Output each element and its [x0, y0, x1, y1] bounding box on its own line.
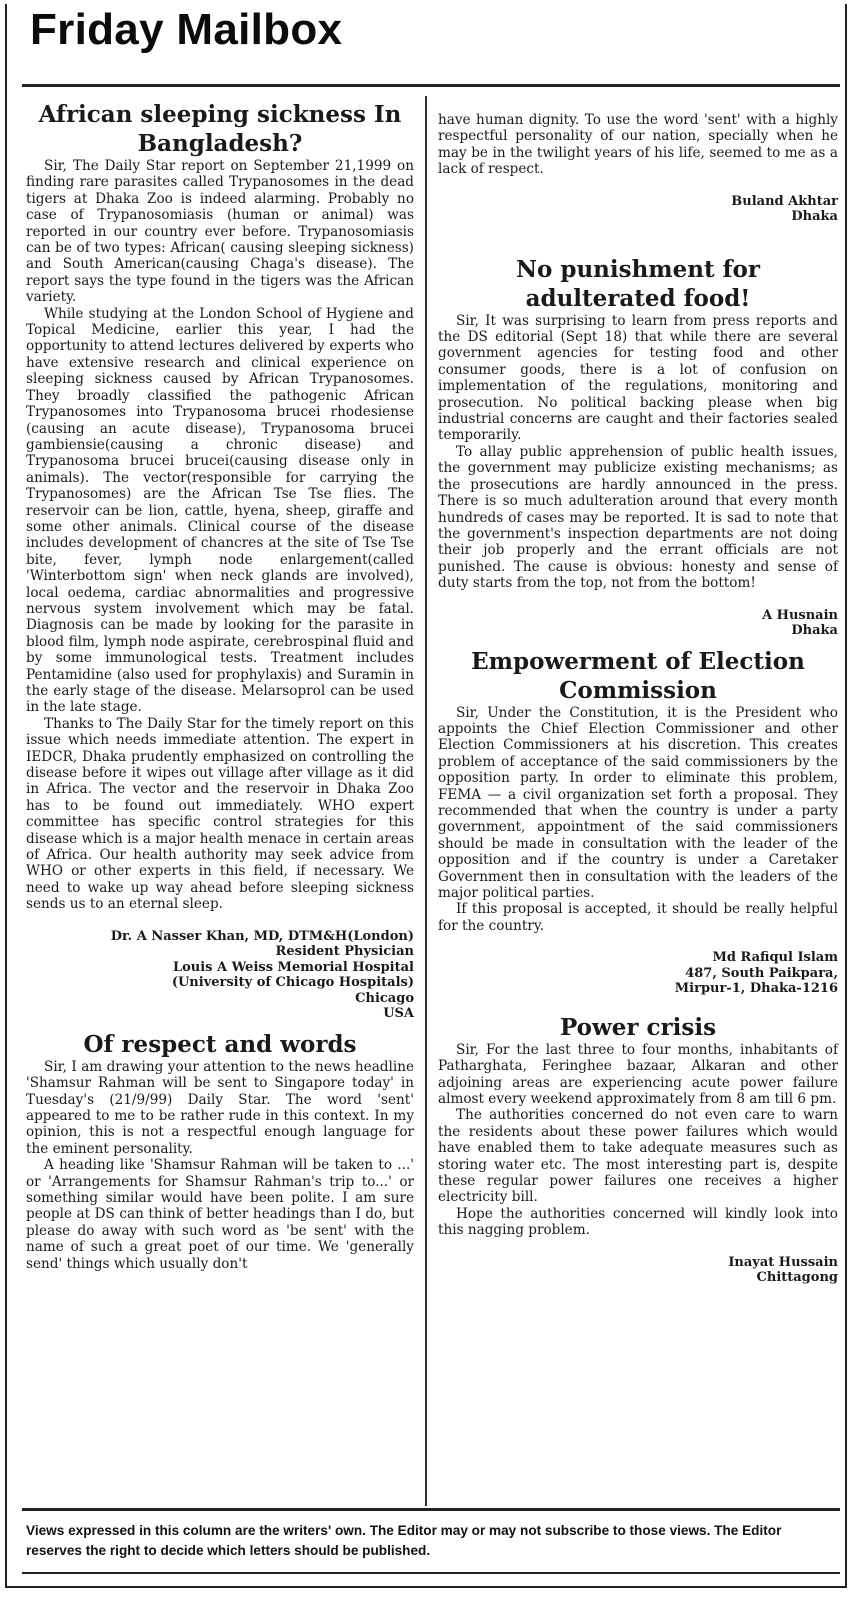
- signature-line: Resident Physician: [275, 944, 414, 960]
- letter-empowerment-election-commission: [438, 647, 838, 997]
- letter-headline: Empowerment of Election Commission: [471, 647, 805, 704]
- left-column: [26, 100, 414, 1272]
- column-divider: [425, 96, 427, 1506]
- signature-line: Chicago: [355, 990, 414, 1006]
- letter-headline: No punishment for adulterated food!: [516, 255, 760, 312]
- letter-signature: [438, 1255, 838, 1286]
- signature-line: Louis A Weiss Memorial Hospital: [172, 959, 414, 975]
- letter-paragraph: The authorities concerned do not even care to warn the residents about these power failures which would have enabled them to take adequate measures such as storing water etc. The most interesting part is, despite these regular power failures one receives a higher electricity bill.: [438, 1107, 838, 1206]
- footer-rule: [22, 1572, 840, 1574]
- letter-paragraph: To allay public apprehension of public health issues, the government may publicize existing mechanisms; as the prosecutions are hardly announced in the press. There is so much adulteration around that every month hundreds of cases may be reported. It is sad to note that the government's inspection departments are not doing their job properly and the errant officials are not punished. The cause is obvious: honesty and sense of duty starts from the top, not from the bottom!: [438, 443, 838, 592]
- masthead-rule: [22, 84, 840, 87]
- letter-paragraph: Sir, It was surprising to learn from press reports and the DS editorial (Sept 18) that while there are several government agencies for testing food and other consumer goods, there is a lot of confusion on implementation of the regulations, monitoring and prosecution. No political backing please when big industrial concerns are caught and their factories sealed temporarily.: [438, 312, 838, 444]
- letter-african-sleeping-sickness: [26, 100, 414, 1022]
- signature-line: Buland Akhtar: [731, 193, 838, 209]
- signature-line: Md Rafiqul Islam: [712, 950, 838, 966]
- letter-signature: [26, 929, 414, 1022]
- page-frame-bottom: [5, 1586, 847, 1588]
- editorial-disclaimer: [22, 1508, 840, 1561]
- signature-line: Inayat Hussain: [728, 1254, 838, 1270]
- disclaimer-text: Views expressed in this column are the writers' own. The Editor may or may not subscribe to those views. The Editor reserves the right to decide which letters should be published.: [26, 1523, 782, 1558]
- letter-paragraph: If this proposal is accepted, it should be really helpful for the country.: [438, 901, 838, 934]
- letter-paragraph: Sir, Under the Constitution, it is the President who appoints the Chief Election Commissioner and other Election Commissioners at his discretion. This creates problem of acceptance of the said commissioners by the opposition party. In order to eliminate this problem, FEMA — a civil organization set forth a proposal. They recommended that when the country is under a party government, appointment of the said commissioners should be made in consultation with the leader of the opposition and if the country is under a Caretaker Government then in consultation with the leaders of the major political parties.: [438, 704, 838, 901]
- signature-line: (University of Chicago Hospitals): [171, 975, 414, 991]
- letter-of-respect-and-words: [26, 1030, 414, 1272]
- letter-headline: Of respect and words: [83, 1030, 357, 1058]
- right-column: [438, 112, 838, 1286]
- letter-paragraph: Thanks to The Daily Star for the timely report on this issue which needs immediate attention. The expert in IEDCR, Dhaka prudently emphasized on controlling the disease before it wipes out village after village as it did in Africa. The vector and the reservoir in Dhaka Zoo has to be found out immediately. WHO expert committee has specific control strategies for this disease which is a major health menace in certain areas of Africa. Our health authority may seek advice from WHO or other experts in this field, if necessary. We need to wake up way ahead before sleeping sickness sends us to an eternal sleep.: [26, 715, 414, 913]
- letter-signature: [438, 950, 838, 997]
- letter-paragraph: While studying at the London School of Hygiene and Topical Medicine, earlier this year, I had the opportunity to attend lectures delivered by experts who have extensive research and clinical experience on sleeping sickness caused by African Trypanosomes. They broadly classified the pathogenic African Trypanosomes into Trypanosoma brucei rhodesiense (causing an acute disease), Trypanosoma brucei gambiensie(causing a chronic disease) and Trypanosoma brucei brucei(causing disease only in animals). The vector(responsible for carrying the Trypanosomes) are the African Tse Tse flies. The reservoir can be lion, cattle, hyena, sheep, giraffe and some other animals. Clinical course of the disease includes development of chancres at the site of Tse Tse bite, fever, lymph node enlargement(called 'Winterbottom sign' when neck glands are involved), local oedema, cardiac abnormalities and progressive nervous system involvement which may be fatal. Diagnosis can be made by looking for the parasite in blood film, lymph node aspirate, cerebrospinal fluid and by some immunological tests. Treatment includes Pentamidine (also used for prophylaxis) and Suramin in the early stage of the disease. Melarsoprol can be used in the late stage.: [26, 305, 414, 716]
- signature-line: USA: [383, 1006, 414, 1022]
- letter-paragraph: A heading like 'Shamsur Rahman will be taken to ...' or 'Arrangements for Shamsur Rahman's trip to...' or something similar would have been polite. I am sure people at DS can think of better headings than I do, but please do away with such word as 'be sent' with the name of such a great poet of our time. We 'generally send' things which usually don't: [26, 1157, 414, 1272]
- signature-line: Chittagong: [756, 1270, 838, 1286]
- letter-paragraph: Sir, For the last three to four months, inhabitants of Patharghata, Feringhee bazaar, Alkaran and other adjoining areas are experiencing acute power failure almost every weekend approximately from 8 am till 6 pm.: [438, 1041, 838, 1107]
- signature-line: Mirpur-1, Dhaka-1216: [674, 981, 838, 997]
- signature-line: Dhaka: [791, 209, 838, 225]
- letter-paragraph: Sir, The Daily Star report on September 21,1999 on finding rare parasites called Trypanosomes in the dead tigers at Dhaka Zoo is indeed alarming. Probably no case of Trypanosomiasis (human or animal) was reported in our country ever before. Trypanosomiasis can be of two types: African( causing sleeping sickness) and South American(causing Chaga's disease). The report says the type found in the tigers was the African variety.: [26, 158, 414, 306]
- letter-no-punishment-adulterated-food: [438, 255, 838, 639]
- signature-line: A Husnain: [762, 607, 838, 623]
- letter-power-crisis: [438, 1013, 838, 1286]
- letter-headline: Power crisis: [559, 1013, 717, 1041]
- signature-line: 487, South Paikpara,: [685, 965, 838, 981]
- signature-line: Dhaka: [791, 623, 838, 639]
- letter-paragraph: Hope the authorities concerned will kindly look into this nagging problem.: [438, 1205, 838, 1239]
- signature-line: Dr. A Nasser Khan, MD, DTM&H(London): [110, 928, 414, 944]
- letter-headline: African sleeping sickness In Bangladesh?: [38, 101, 402, 157]
- letter-signature: [438, 608, 838, 639]
- letter-paragraph: Sir, I am drawing your attention to the news headline 'Shamsur Rahman will be sent to Singapore today' in Tuesday's (21/9/99) Daily Star. The word 'sent' appeared to me to be rather rude in this context. In my opinion, this is not a respectful enough language for the eminent personality.: [26, 1058, 414, 1157]
- letter-paragraph-continued: have human dignity. To use the word 'sent' with a highly respectful personality of our nation, specially when he may be in the twilight years of his life, seemed to me as a lack of respect.: [438, 112, 838, 178]
- column-title: Friday Mailbox: [30, 5, 343, 54]
- letter-signature: [438, 194, 838, 225]
